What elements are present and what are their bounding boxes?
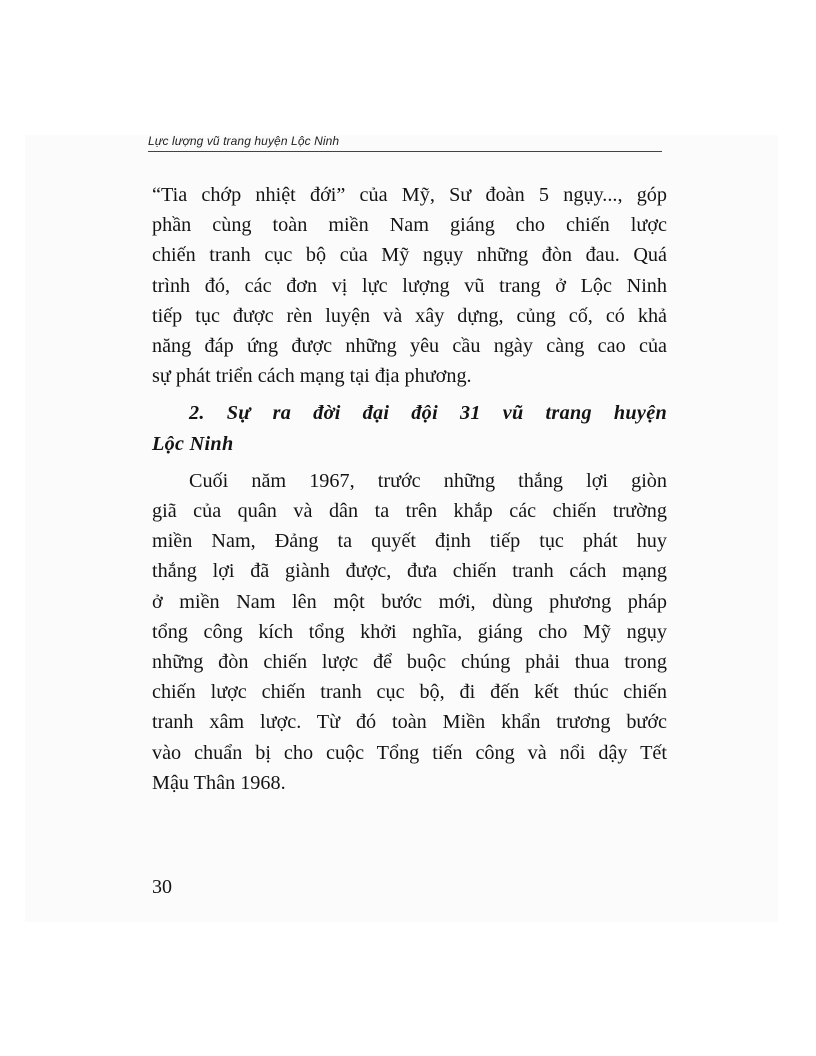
text-line: thắng lợi đã giành được, đưa chiến tranh cách mạng xyxy=(152,560,667,583)
text-line: vào chuẩn bị cho cuộc Tổng tiến công và nổi dậy Tết xyxy=(152,741,667,764)
paragraph xyxy=(152,466,667,798)
paragraph-continuation xyxy=(152,180,667,391)
running-header xyxy=(148,134,662,148)
section-heading xyxy=(152,398,667,458)
page-number: 30 xyxy=(152,876,172,898)
text-line: Cuối năm 1967, trước những thắng lợi giòn xyxy=(189,469,667,492)
text-line: Mậu Thân 1968. xyxy=(152,771,286,794)
text-line: năng đáp ứng được những yêu cầu ngày càng cao của xyxy=(152,335,667,358)
text-line: những đòn chiến lược để buộc chúng phải thua trong xyxy=(152,651,667,674)
body-text xyxy=(152,180,667,798)
text-line: tiếp tục được rèn luyện và xây dựng, củng cố, có khả xyxy=(152,304,667,327)
header-rule xyxy=(148,151,662,152)
text-line: ở miền Nam lên một bước mới, dùng phương pháp xyxy=(152,590,667,613)
text-line: “Tia chớp nhiệt đới” của Mỹ, Sư đoàn 5 ngụy..., góp xyxy=(152,184,667,206)
text-line: trình đó, các đơn vị lực lượng vũ trang ở Lộc Ninh xyxy=(152,274,667,297)
heading-line: Lộc Ninh xyxy=(152,432,234,455)
text-line: chiến tranh cục bộ của Mỹ ngụy những đòn đau. Quá xyxy=(152,244,667,267)
text-line: giã của quân và dân ta trên khắp các chiến trường xyxy=(152,500,667,523)
text-line: phần cùng toàn miền Nam giáng cho chiến lược xyxy=(152,214,667,237)
text-line: tranh xâm lược. Từ đó toàn Miền khẩn trương bước xyxy=(152,711,667,734)
running-header-text: Lực lượng vũ trang huyện Lộc Ninh xyxy=(148,134,340,148)
text-line: miền Nam, Đảng ta quyết định tiếp tục phát huy xyxy=(152,530,667,553)
heading-line: 2. Sự ra đời đại đội 31 vũ trang huyện xyxy=(189,402,667,425)
text-line: tổng công kích tổng khởi nghĩa, giáng cho Mỹ ngụy xyxy=(152,620,667,643)
text-line: sự phát triển cách mạng tại địa phương. xyxy=(152,365,472,388)
text-line: chiến lược chiến tranh cục bộ, đi đến kết thúc chiến xyxy=(152,681,667,704)
